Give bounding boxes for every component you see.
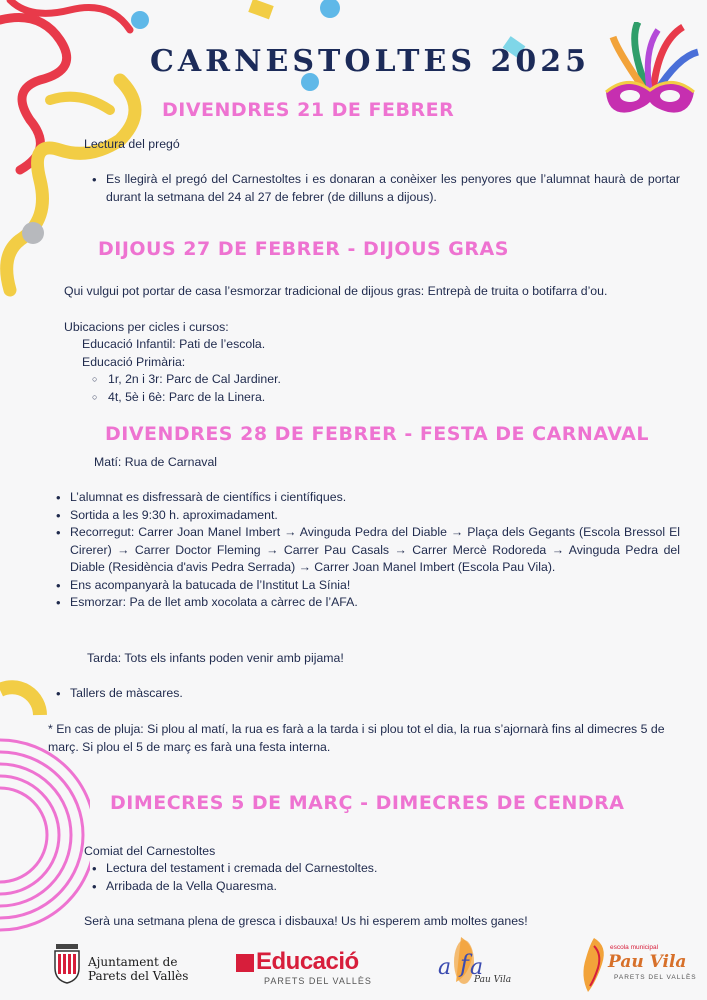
section3-bullet-list [54, 489, 680, 612]
list-item: • Sortida a les 9:30 h. aproximadament. [54, 507, 680, 525]
educacio-main: Educació [256, 948, 359, 975]
list-item: • L’alumnat es disfressarà de científics i científiques. [54, 489, 680, 507]
location-infantil: Educació Infantil: Pati de l’escola. [82, 337, 266, 351]
svg-text:f: f [460, 950, 469, 978]
closing-message: Serà una setmana plena de gresca i disbauxa! Us hi esperem amb moltes ganes! [84, 914, 528, 928]
logo-afa [436, 932, 516, 992]
list-item: • Arribada de la Vella Quaresma. [90, 878, 590, 896]
logo-ajuntament [52, 942, 192, 992]
section-heading-21-febrer: DIVENDRES 21 DE FEBRER [162, 99, 455, 121]
section4-bullet-list [90, 860, 590, 895]
list-item: • Recorregut: Carrer Joan Manel Imbert → Avinguda Pedra del Diable → Plaça dels Gegants (Escola Bressol El Cirerer) → Carrer Doctor Fleming → Carrer Pau Casals → Carrer Mercè Rodoreda → Avinguda Pedra del Diable (Residència d'avis Pedra Serrada) → Carrer Joan Manel Imbert (Escola Pau Vila). [54, 524, 680, 577]
logo-educacio [236, 948, 376, 990]
section3-afternoon: Tarda: Tots els infants poden venir amb pijama! [87, 651, 344, 665]
section-heading-28-febrer: DIVENDRES 28 DE FEBRER - FESTA DE CARNAVAL [105, 423, 649, 445]
primaria-sub-list [84, 371, 484, 406]
ajuntament-line1: Ajuntament de [88, 955, 178, 969]
section-heading-27-febrer: DIJOUS 27 DE FEBRER - DIJOUS GRAS [98, 238, 509, 260]
escola-name: Pau Vila [608, 952, 687, 972]
afa-text: Pau Vila [474, 975, 512, 985]
educacio-sub: PARETS DEL VALLÈS [264, 976, 372, 986]
list-item: • Esmorzar: Pa de llet amb xocolata a càrrec de l’AFA. [54, 594, 680, 612]
escola-small: escola municipal [610, 944, 659, 951]
escola-logo-icon [580, 936, 610, 994]
section1-intro: Lectura del pregó [84, 137, 180, 151]
list-item: ○ 1r, 2n i 3r: Parc de Cal Jardiner. [84, 371, 484, 389]
educacio-square-icon [236, 954, 254, 972]
rain-note: * En cas de pluja: Si plou al matí, la rua es farà a la tarda i si plou tot el dia, la rua s’ajornarà fins al dimecres 5 de març. Si plou el 5 de març es farà una festa interna. [48, 722, 665, 754]
section1-bullet-list [90, 171, 680, 206]
page-title: CARNESTOLTES 2025 [150, 44, 590, 79]
list-item: • Tallers de màscares. [54, 685, 454, 703]
section3-afternoon-list [54, 685, 454, 703]
list-item: • Es llegirà el pregó del Carnestoltes i es donaran a conèixer les penyores que l’alumnat haurà de portar durant la setmana del 24 al 27 de febrer (de dilluns a dijous). [90, 171, 680, 206]
section-heading-5-marc: DIMECRES 5 DE MARÇ - DIMECRES DE CENDRA [110, 792, 625, 814]
streamer-decoration [0, 0, 160, 310]
list-item: • Ens acompanyarà la batucada de l’Institut La Sínia! [54, 577, 680, 595]
escola-sub: PARETS DEL VALLÈS [614, 974, 697, 981]
location-primaria: Educació Primària: [82, 355, 186, 369]
section4-intro: Comiat del Carnestoltes [84, 844, 216, 858]
section2-intro: Qui vulgui pot portar de casa l’esmorzar tradicional de dijous gras: Entrepà de truita o botifarra d’ou. [64, 284, 608, 298]
arcs-decoration [0, 670, 90, 950]
ajuntament-shield-icon [52, 942, 82, 984]
list-item: • Lectura del testament i cremada del Carnestoltes. [90, 860, 590, 878]
locations-title: Ubicacions per cicles i cursos: [64, 320, 229, 334]
logo-escola [580, 936, 697, 996]
svg-text:a: a [438, 955, 452, 980]
section3-morning: Matí: Rua de Carnaval [94, 455, 218, 469]
svg-text:a: a [470, 955, 484, 980]
carnival-mask-icon [598, 22, 702, 122]
list-item: ○ 4t, 5è i 6è: Parc de la Linera. [84, 389, 484, 407]
ajuntament-line2: Parets del Vallès [88, 969, 189, 983]
